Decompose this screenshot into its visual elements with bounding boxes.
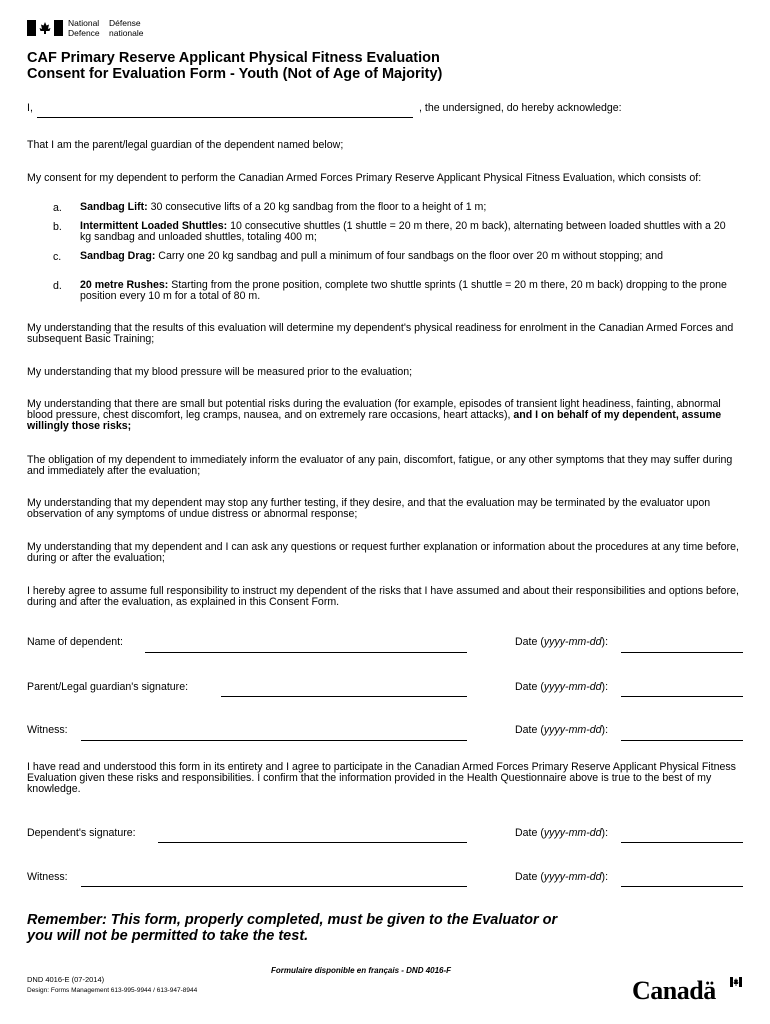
item-a-letter: a. [53,202,62,214]
date-label-3 [515,724,608,736]
blood-pressure-paragraph: My understanding that my blood pressure will be measured prior to the evaluation; [27,366,413,378]
form-number: DND 4016-E (07-2014) [27,975,105,984]
item-b-title: Intermittent Loaded Shuttles: [80,220,228,232]
risks-paragraph [27,399,742,432]
government-flag-icon [27,20,63,36]
item-d-letter: d. [53,280,62,292]
title-line2: Consent for Evaluation Form - Youth (Not of Age of Majority) [27,66,443,82]
intro-suffix: , the undersigned, do hereby acknowledge: [419,102,622,114]
stop-testing-paragraph: My understanding that my dependent may stop any further testing, if they desire, and that the evaluation may be terminated by the evaluator upon observation of any symptoms of undue distress or abnormal response; [27,497,711,520]
reminder-notice [27,912,557,944]
date-prefix: Date ( [515,724,544,736]
intro-prefix: I, [27,102,33,114]
design-credit: Design: Forms Management 613-995-9944 / 613-947-8944 [27,987,198,994]
item-c [80,251,730,262]
questions-paragraph: My understanding that my dependent and I can ask any questions or request further explanation or information about the procedures at any time before, during or after the evaluation; [27,541,739,564]
item-d [80,280,730,302]
date-format: yyyy-mm-dd [543,827,602,839]
date-field-3[interactable] [621,740,743,741]
obligation-paragraph: The obligation of my dependent to immediately inform the evaluator of any pain, discomfort, fatigue, or any other symptoms that they may suffer during and immediately after the evaluation; [27,454,733,477]
guardian-paragraph: That I am the parent/legal guardian of the dependent named below; [27,139,344,151]
item-c-title: Sandbag Drag: [80,250,156,262]
department-name-en [68,19,100,38]
date-field-5[interactable] [621,886,743,887]
title-line1: CAF Primary Reserve Applicant Physical Fitness Evaluation [27,50,440,66]
date-label-5 [515,871,608,883]
dependent-signature-label: Dependent's signature: [27,827,136,839]
date-format: yyyy-mm-dd [543,681,602,693]
date-prefix: Date ( [515,636,544,648]
wordmark-flag-icon [730,977,742,987]
french-availability: Formulaire disponible en français - DND 4016-F [271,966,452,975]
witness-label: Witness: [27,724,68,736]
item-a-text: 30 consecutive lifts of a 20 kg sandbag from the floor to a height of 1 m; [150,201,487,213]
page-title [27,50,442,82]
canada-wordmark-text: Canadä [632,976,716,1005]
date-format: yyyy-mm-dd [543,724,602,736]
item-b-letter: b. [53,221,62,233]
date-label-2 [515,681,608,693]
date-field-4[interactable] [621,842,743,843]
name-of-dependent-field[interactable] [145,652,467,653]
consent-paragraph: My consent for my dependent to perform the Canadian Armed Forces Primary Reserve Applicant Physical Fitness Evaluation, which consists of: [27,172,702,184]
date-suffix: ): [601,636,609,648]
risks-bold: and I on behalf of my dependent, assume willingly those risks; [27,409,722,432]
undersigned-name-field[interactable] [37,117,413,118]
item-a [80,202,730,213]
dept-en-line1: National [68,18,100,28]
dept-en-line2: Defence [68,27,100,38]
item-b-text: 10 consecutive shuttles (1 shuttle = 20 m there, 20 m back), alternating between loaded shuttles with a 20 kg sandbag and unloaded shuttles, totaling 400 m; [80,220,726,243]
department-name-fr [109,19,144,38]
canada-wordmark [632,977,744,1005]
final-paragraph: I have read and understood this form in its entirety and I agree to participate in the Canadian Armed Forces Primary Reserve Applicant Physical Fitness Evaluation given these risks and responsibilities. I confirm that the information provided in the Health Questionnaire above is true to the best of my knowledge. [27,761,736,795]
witness2-label: Witness: [27,871,68,883]
responsibility-paragraph: I hereby agree to assume full responsibility to instruct my dependent of the risks that I have assumed and about their responsibilities and options before, during and after the evaluation, as explained in this Consent Form. [27,585,739,608]
witness2-field[interactable] [81,886,467,887]
guardian-signature-label: Parent/Legal guardian's signature: [27,681,189,693]
reminder-line1: Remember: This form, properly completed, must be given to the Evaluator or [27,912,558,928]
item-a-title: Sandbag Lift: [80,201,148,213]
item-d-text: Starting from the prone position, complete two shuttle sprints (1 shuttle = 20 m there, 20 m back) dropping to the prone position every 10 m for a total of 80 m. [80,279,727,302]
reminder-line2: you will not be permitted to take the test. [27,928,309,944]
date-suffix: ): [601,871,609,883]
date-format: yyyy-mm-dd [543,636,602,648]
dept-fr-line2: nationale [109,27,144,38]
date-suffix: ): [601,681,609,693]
item-c-text: Carry one 20 kg sandbag and pull a minimum of four sandbags on the floor over 20 m without stopping; and [158,250,663,262]
date-suffix: ): [601,827,609,839]
date-suffix: ): [601,724,609,736]
dept-fr-line1: Défense [109,18,141,28]
risks-text: My understanding that there are small but potential risks during the evaluation (for example, episodes of transient light headiness, fainting, abnormal blood pressure, chest discomfort, leg cramps, nausea, and on extremely rare occasions, heart attacks), [27,398,721,421]
name-of-dependent-label: Name of dependent: [27,636,124,648]
item-b [80,221,730,243]
item-d-title: 20 metre Rushes: [80,279,169,291]
date-field-1[interactable] [621,652,743,653]
date-label-1 [515,636,608,648]
item-c-letter: c. [53,251,62,263]
witness-field[interactable] [81,740,467,741]
dependent-signature-field[interactable] [158,842,467,843]
date-format: yyyy-mm-dd [543,871,602,883]
date-label-4 [515,827,608,839]
date-prefix: Date ( [515,871,544,883]
results-paragraph: My understanding that the results of this evaluation will determine my dependent's physical readiness for enrolment in the Canadian Armed Forces and subsequent Basic Training; [27,322,734,345]
guardian-signature-field[interactable] [221,696,467,697]
date-prefix: Date ( [515,827,544,839]
date-prefix: Date ( [515,681,544,693]
date-field-2[interactable] [621,696,743,697]
